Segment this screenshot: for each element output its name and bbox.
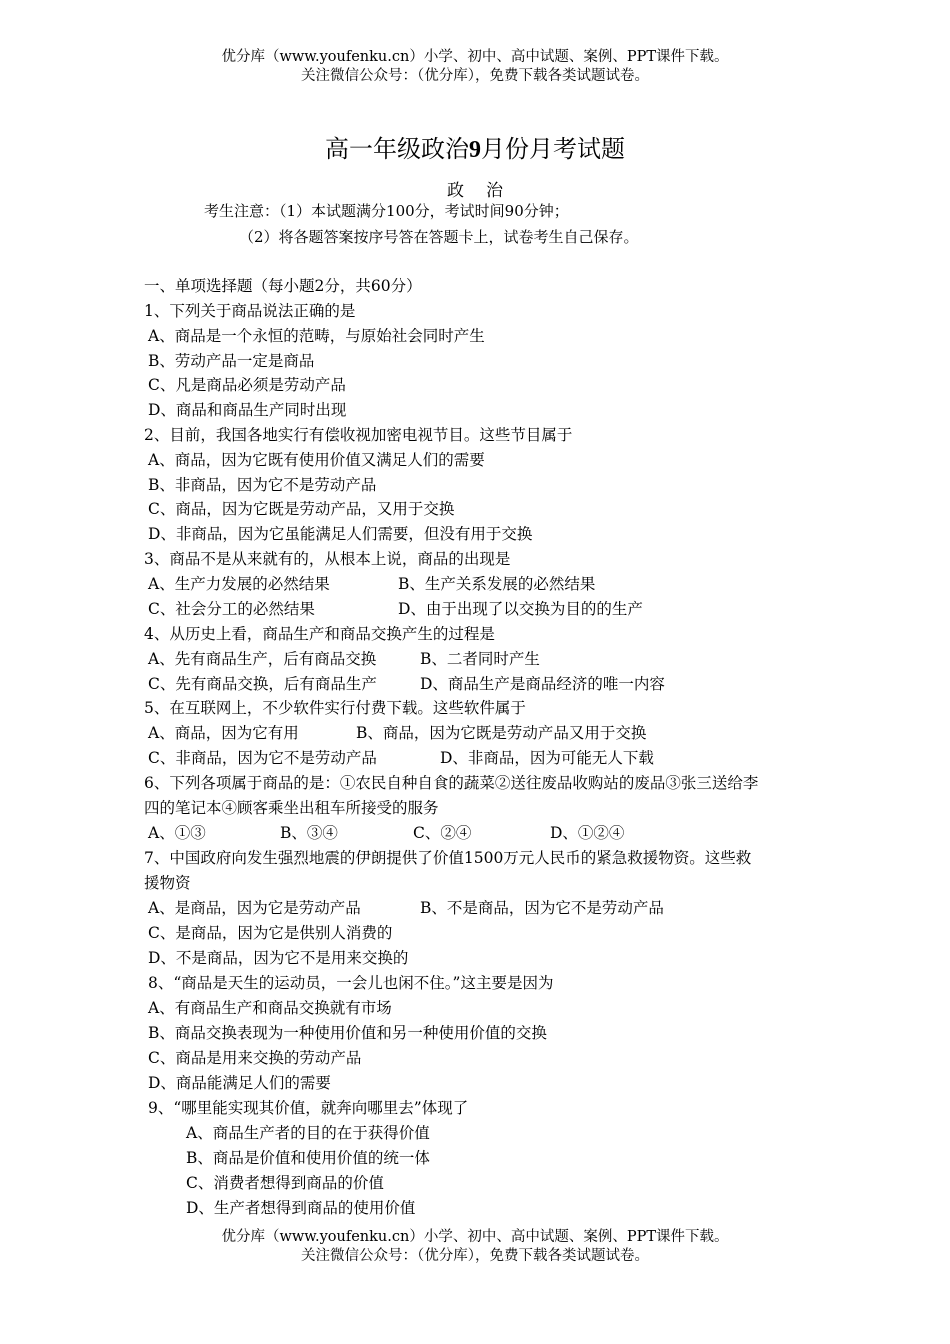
q9-option-c: C、消费者想得到商品的价值	[186, 1174, 384, 1192]
q4-option-c: C、先有商品交换，后有商品生产	[148, 675, 377, 693]
q7-option-b: B、不是商品，因为它不是劳动产品	[420, 899, 664, 917]
q8-option-b: B、商品交换表现为一种使用价值和另一种使用价值的交换	[148, 1024, 547, 1042]
q7-option-d: D、不是商品，因为它不是用来交换的	[148, 949, 409, 967]
notice-line-1: 考生注意：（1）本试题满分100分，考试时间90分钟；	[204, 202, 569, 220]
q7-stem-line-1: 7、中国政府向发生强烈地震的伊朗提供了价值1500万元人民币的紧急救援物资。这些救	[144, 849, 752, 867]
q2-option-c: C、商品，因为它既是劳动产品，又用于交换	[148, 500, 455, 518]
subject-label: 政治	[447, 181, 525, 201]
q3-option-d: D、由于出现了以交换为目的的生产	[398, 600, 643, 618]
q4-option-a: A、先有商品生产，后有商品交换	[148, 650, 377, 668]
section-heading: 一、单项选择题（每小题2分，共60分）	[144, 277, 422, 295]
q4-option-b: B、二者同时产生	[420, 650, 540, 668]
q1-stem: 1、下列关于商品说法正确的是	[144, 302, 356, 320]
q2-option-b: B、非商品，因为它不是劳动产品	[148, 476, 377, 494]
q7-option-c: C、是商品，因为它是供别人消费的	[148, 924, 393, 942]
q1-option-d: D、商品和商品生产同时出现	[148, 401, 347, 419]
q5-option-b: B、商品，因为它既是劳动产品又用于交换	[356, 724, 647, 742]
title-post: 月份月考试题	[481, 135, 625, 163]
page-title	[0, 134, 950, 165]
q7-option-a: A、是商品，因为它是劳动产品	[148, 899, 361, 917]
q6-option-d: D、①②④	[550, 824, 625, 842]
q9-option-a: A、商品生产者的目的在于获得价值	[186, 1124, 430, 1142]
q6-option-a: A、①③	[148, 824, 206, 842]
title-number: 9	[469, 137, 481, 163]
q9-option-d: D、生产者想得到商品的使用价值	[186, 1199, 416, 1217]
q4-stem: 4、从历史上看，商品生产和商品交换产生的过程是	[144, 625, 495, 643]
q7-stem-line-2: 援物资	[144, 874, 191, 892]
q2-option-a: A、商品，因为它既有使用价值又满足人们的需要	[148, 451, 485, 469]
q5-option-d: D、非商品，因为可能无人下载	[440, 749, 654, 767]
q2-option-d: D、非商品，因为它虽能满足人们需要，但没有用于交换	[148, 525, 533, 543]
q5-stem: 5、在互联网上，不少软件实行付费下载。这些软件属于	[144, 699, 526, 717]
q3-option-b: B、生产关系发展的必然结果	[398, 575, 596, 593]
q9-stem: 9、“哪里能实现其价值，就奔向哪里去”体现了	[148, 1099, 469, 1117]
header-line-1: 优分库（www.youfenku.cn）小学、初中、高中试题、案例、PPT课件下载。	[221, 49, 729, 65]
q8-stem: 8、“商品是天生的运动员，一会儿也闲不住。”这主要是因为	[148, 974, 554, 992]
notice-line-2: （2）将各题答案按序号答在答题卡上，试卷考生自己保存。	[239, 228, 639, 246]
header-line-2: 关注微信公众号：（优分库），免费下载各类试题试卷。	[301, 68, 649, 84]
q2-stem: 2、目前，我国各地实行有偿收视加密电视节目。这些节目属于	[144, 426, 573, 444]
q6-option-b: B、③④	[280, 824, 338, 842]
footer-line-1: 优分库（www.youfenku.cn）小学、初中、高中试题、案例、PPT课件下载。	[221, 1229, 729, 1245]
q1-option-c: C、凡是商品必须是劳动产品	[148, 376, 346, 394]
q8-option-d: D、商品能满足人们的需要	[148, 1074, 331, 1092]
q3-stem: 3、商品不是从来就有的，从根本上说，商品的出现是	[144, 550, 511, 568]
q3-option-c: C、社会分工的必然结果	[148, 600, 315, 618]
q6-stem-line-1: 6、下列各项属于商品的是：①农民自种自食的蔬菜②送往废品收购站的废品③张三送给李	[144, 774, 759, 792]
title-pre: 高一年级政治	[325, 135, 469, 163]
q4-option-d: D、商品生产是商品经济的唯一内容	[420, 675, 665, 693]
footer-line-2: 关注微信公众号：（优分库），免费下载各类试题试卷。	[301, 1248, 649, 1264]
q9-option-b: B、商品是价值和使用价值的统一体	[186, 1149, 430, 1167]
q6-stem-line-2: 四的笔记本④顾客乘坐出租车所接受的服务	[144, 799, 439, 817]
q1-option-a: A、商品是一个永恒的范畴，与原始社会同时产生	[148, 327, 485, 345]
q1-option-b: B、劳动产品一定是商品	[148, 352, 315, 370]
q5-option-a: A、商品，因为它有用	[148, 724, 299, 742]
q8-option-a: A、有商品生产和商品交换就有市场	[148, 999, 392, 1017]
q3-option-a: A、生产力发展的必然结果	[148, 575, 330, 593]
q6-option-c: C、②④	[413, 824, 472, 842]
q5-option-c: C、非商品，因为它不是劳动产品	[148, 749, 377, 767]
q8-option-c: C、商品是用来交换的劳动产品	[148, 1049, 362, 1067]
